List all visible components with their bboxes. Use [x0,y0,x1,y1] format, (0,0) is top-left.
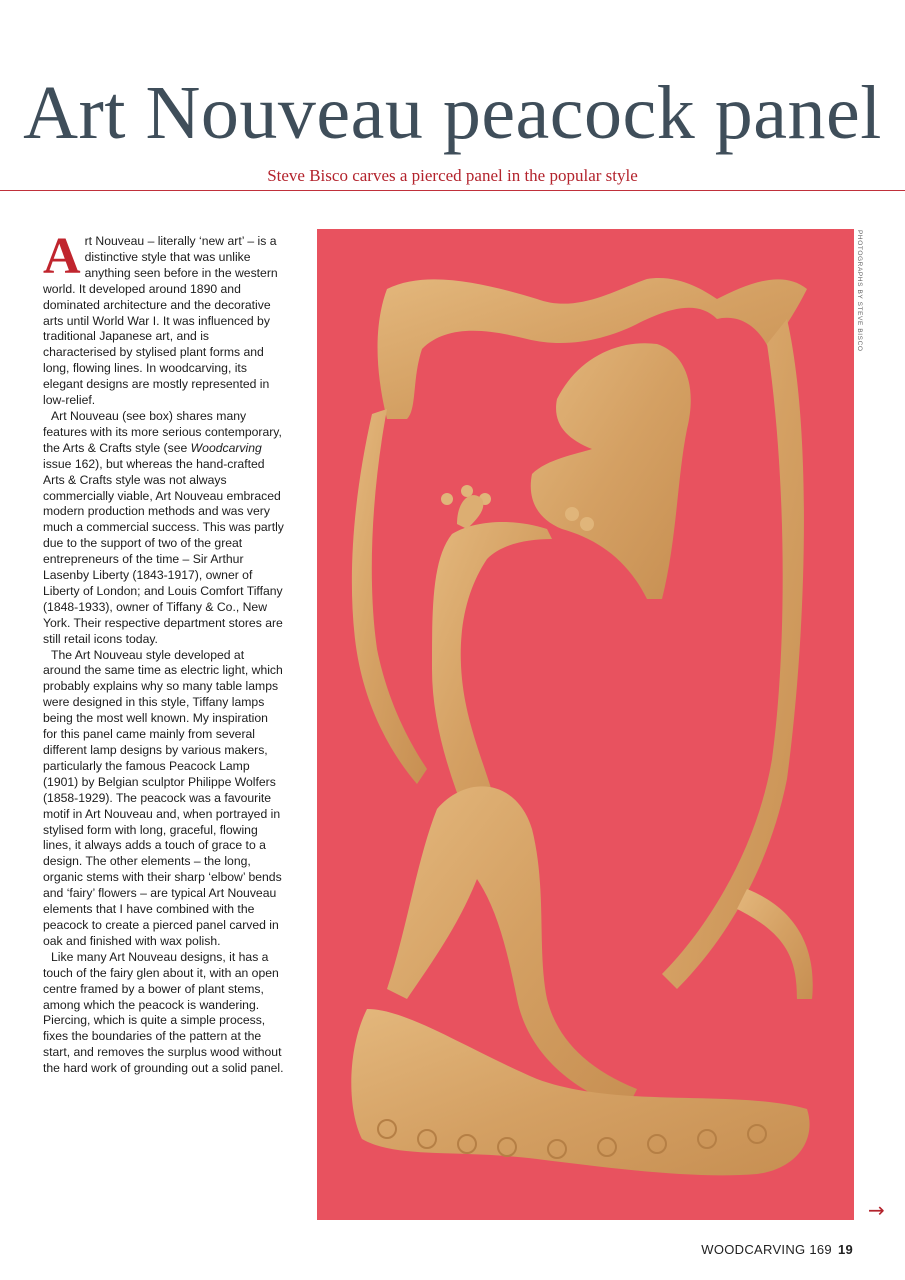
continue-arrow-icon: → [868,1198,885,1222]
drop-cap: A [43,228,81,285]
page-footer [701,1242,853,1257]
magazine-issue: WOODCARVING 169 [701,1242,832,1257]
peacock-carving-illustration [317,229,854,1220]
peacock-panel-photo [317,229,854,1220]
page-number: 19 [837,1242,853,1257]
photo-credit: PHOTOGRAPHS BY STEVE BISCO [856,230,863,352]
stamen-bud [580,517,594,531]
paragraph-2-text-a: Art Nouveau (see box) shares many features with its more serious contemporary, the Arts & Crafts style (see [43,408,282,455]
magazine-name-italic: Woodcarving [190,440,262,455]
stamen-bud [441,493,453,505]
paragraph-2 [43,409,285,648]
paragraph-4: Like many Art Nouveau designs, it has a touch of the fairy glen about it, with an open centre framed by a bower of plant stems, among which the peacock is wandering. Piercing, which is quite a simple process, fixes the boundaries of the pattern at the start, and removes the surplus wood without the hard work of grounding out a solid panel. [43,949,284,1076]
paragraph-2-text-b: issue 162), but whereas the hand-crafted Arts & Crafts style was not always commercially viable, Art Nouveau embraced modern production methods and was very much a commercial success. This was partly due to the support of two of the great entrepreneurs of the time – Sir Arthur Lasenby Liberty (1843-1917), owner of Liberty of London; and Louis Comfort Tiffany (1848-1933), owner of Tiffany & Co., New York. Their respective department stores are still retail icons today. [43,456,284,646]
paragraph-1 [43,228,285,409]
stamen-bud [461,485,473,497]
article-body [43,228,285,1077]
header-rule [0,190,905,191]
paragraph-3: The Art Nouveau style developed at around the same time as electric light, which probably explains why so many table lamps were designed in this style, Tiffany lamps being the most well known. My inspiration for this panel came mainly from several different lamp designs by various makers, particularly the famous Peacock Lamp (1901) by Belgian sculptor Philippe Wolfers (1858-1929). The peacock was a favourite motif in Art Nouveau and, when portrayed in stylised form with long, graceful, flowing lines, it always adds a touch of grace to a design. The other elements – the long, organic stems with their sharp ‘elbow’ bends and ‘fairy’ flowers – are typical Art Nouveau elements that I have combined with the peacock to create a pierced panel carved in oak and finished with wax polish. [43,647,283,948]
paragraph-1-text: rt Nouveau – literally ‘new art’ – is a distinctive style that was unlike anything seen before in the western world. It developed around 1890 and dominated architecture and the decorative arts until World War I. It was influenced by traditional Japanese art, and is characterised by stylised plant forms and long, flowing lines. In woodcarving, its elegant designs are mostly represented in low-relief. [43,234,278,408]
article-title: Art Nouveau peacock panel [23,71,882,155]
stamen-bud [565,507,579,521]
article-subtitle: Steve Bisco carves a pierced panel in the popular style [267,166,638,185]
